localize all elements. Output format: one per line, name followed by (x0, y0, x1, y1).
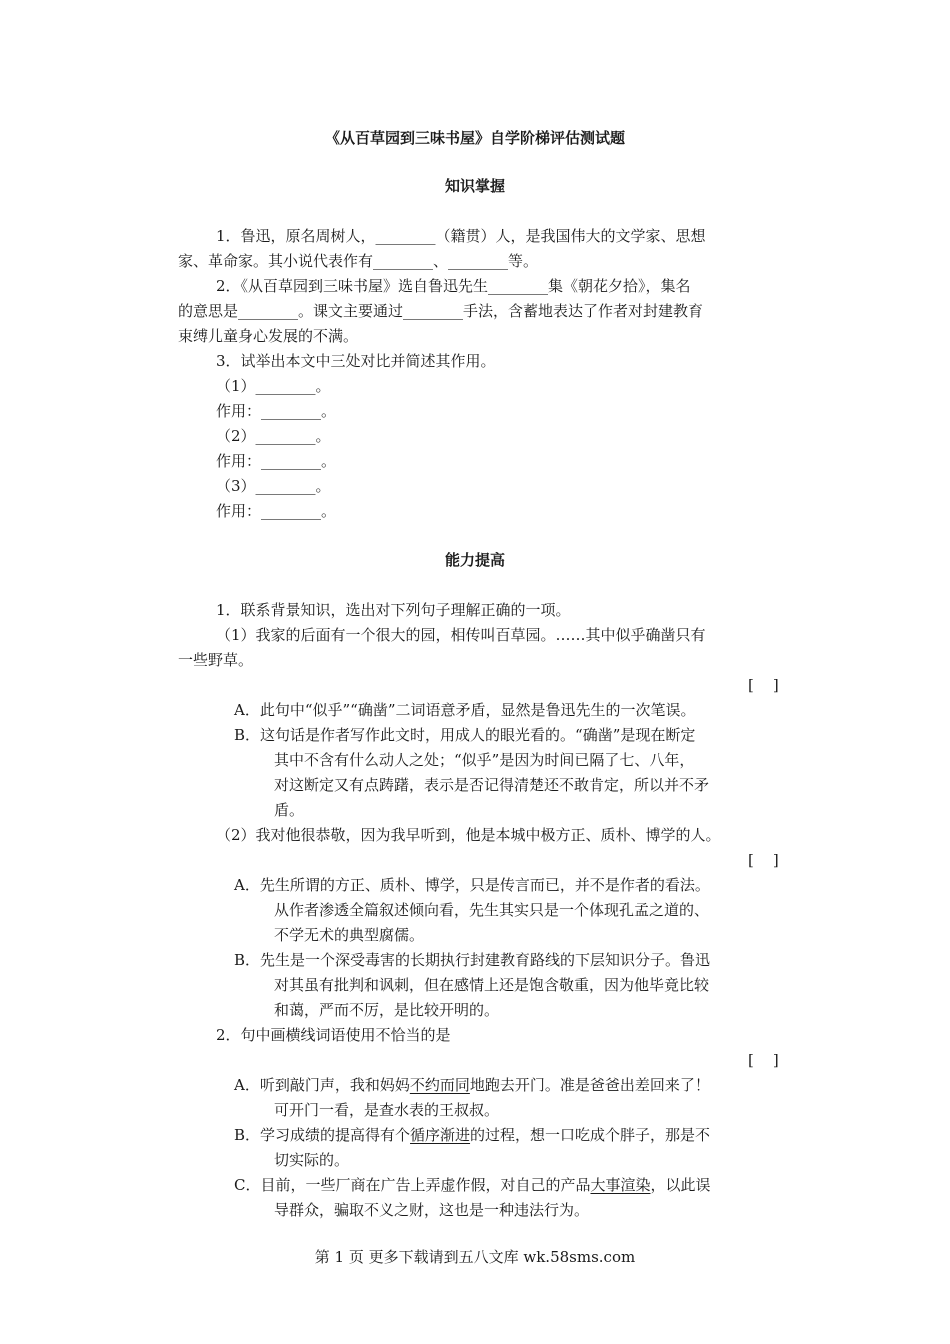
option-line: 其中不含有什么动人之处；“似乎”是因为时间已隔了七、八年， (274, 751, 695, 769)
answer-blank: 作用：________。 (216, 402, 337, 420)
page-footer: 第 1 页 更多下载请到五八文库 wk.58sms.com (314, 1248, 636, 1266)
section-heading-ability: 能力提高 (444, 551, 505, 569)
answer-blank: （3）________。 (216, 477, 331, 495)
answer-blank: 作用：________。 (216, 502, 337, 520)
underlined-phrase: 不约而同 (409, 1076, 470, 1094)
question-line: 的意思是________。课文主要通过________手法，含蓄地表达了作者对封建教育 (178, 302, 704, 320)
option-line: 对其虽有批判和讽刺，但在感情上还是饱含敬重，因为他毕竟比较 (274, 976, 710, 994)
option-text: 地跑去开门。准是爸爸出差回来了！ (469, 1076, 710, 1094)
question-line: 1．联系背景知识，选出对下列句子理解正确的一项。 (216, 601, 571, 619)
question-line: 2．句中画横线词语使用不恰当的是 (216, 1026, 451, 1044)
option-line: 可开门一看，是查水表的王叔叔。 (274, 1101, 500, 1119)
option-line (234, 1125, 710, 1145)
page-title: 《从百草园到三味书屋》自学阶梯评估测试题 (324, 129, 625, 147)
option-line: 对这断定又有点踌躇，表示是否记得清楚还不敢肯定，所以并不矛 (274, 776, 710, 794)
question-line: 1．鲁迅，原名周树人，________（籍贯）人，是我国伟大的文学家、思想 (216, 227, 706, 245)
answer-blank: 作用：________。 (216, 452, 337, 470)
option-text: B．学习成绩的提高得有个 (234, 1126, 411, 1144)
underlined-phrase: 循序渐进 (410, 1126, 471, 1144)
option-line: A．此句中“似乎”“确凿”二词语意矛盾，显然是鲁迅先生的一次笔误。 (234, 701, 696, 719)
answer-blank: （1）________。 (216, 377, 331, 395)
question-line: （2）我对他很恭敬，因为我早听到，他是本城中极方正、质朴、博学的人。 (216, 826, 721, 844)
option-text: 的过程，想一口吃成个胖子，那是不 (470, 1126, 711, 1144)
question-line: 2．《从百草园到三味书屋》选自鲁迅先生________集《朝花夕拾》，集名 (216, 277, 691, 295)
option-text: ，以此误 (650, 1176, 711, 1194)
answer-bracket: [ ] (748, 1051, 779, 1069)
option-line: 导群众，骗取不义之财，这也是一种违法行为。 (274, 1201, 590, 1219)
question-line: 家、革命家。其小说代表作有________、________等。 (178, 252, 539, 270)
question-line: 束缚儿童身心发展的不满。 (178, 327, 359, 345)
question-line: 3．试举出本文中三处对比并简述其作用。 (216, 352, 496, 370)
answer-bracket: [ ] (748, 851, 779, 869)
option-line: 和蔼，严而不厉，是比较开明的。 (274, 1001, 500, 1019)
question-line: 一些野草。 (178, 651, 254, 669)
option-line: 切实际的。 (274, 1151, 350, 1169)
option-line: 不学无术的典型腐儒。 (274, 926, 425, 944)
answer-bracket: [ ] (748, 676, 779, 694)
underlined-phrase: 大事渲染 (590, 1176, 651, 1194)
section-heading-knowledge: 知识掌握 (444, 177, 505, 195)
option-line: 从作者渗透全篇叙述倾向看，先生其实只是一个体现孔孟之道的、 (274, 901, 710, 919)
option-line (234, 1175, 711, 1195)
option-line: A．先生所谓的方正、质朴、博学，只是传言而已，并不是作者的看法。 (234, 876, 710, 894)
option-line: B．这句话是作者写作此文时，用成人的眼光看的。“确凿”是现在断定 (234, 726, 696, 744)
option-line (234, 1075, 710, 1095)
option-text: A．听到敲门声，我和妈妈 (234, 1076, 410, 1094)
option-line: B．先生是一个深受毒害的长期执行封建教育路线的下层知识分子。鲁迅 (234, 951, 711, 969)
option-line: 盾。 (274, 801, 305, 819)
answer-blank: （2）________。 (216, 427, 331, 445)
question-line: （1）我家的后面有一个很大的园，相传叫百草园。……其中似乎确凿只有 (216, 626, 706, 644)
option-text: C．目前，一些厂商在广告上弄虚作假，对自己的产品 (234, 1176, 591, 1194)
